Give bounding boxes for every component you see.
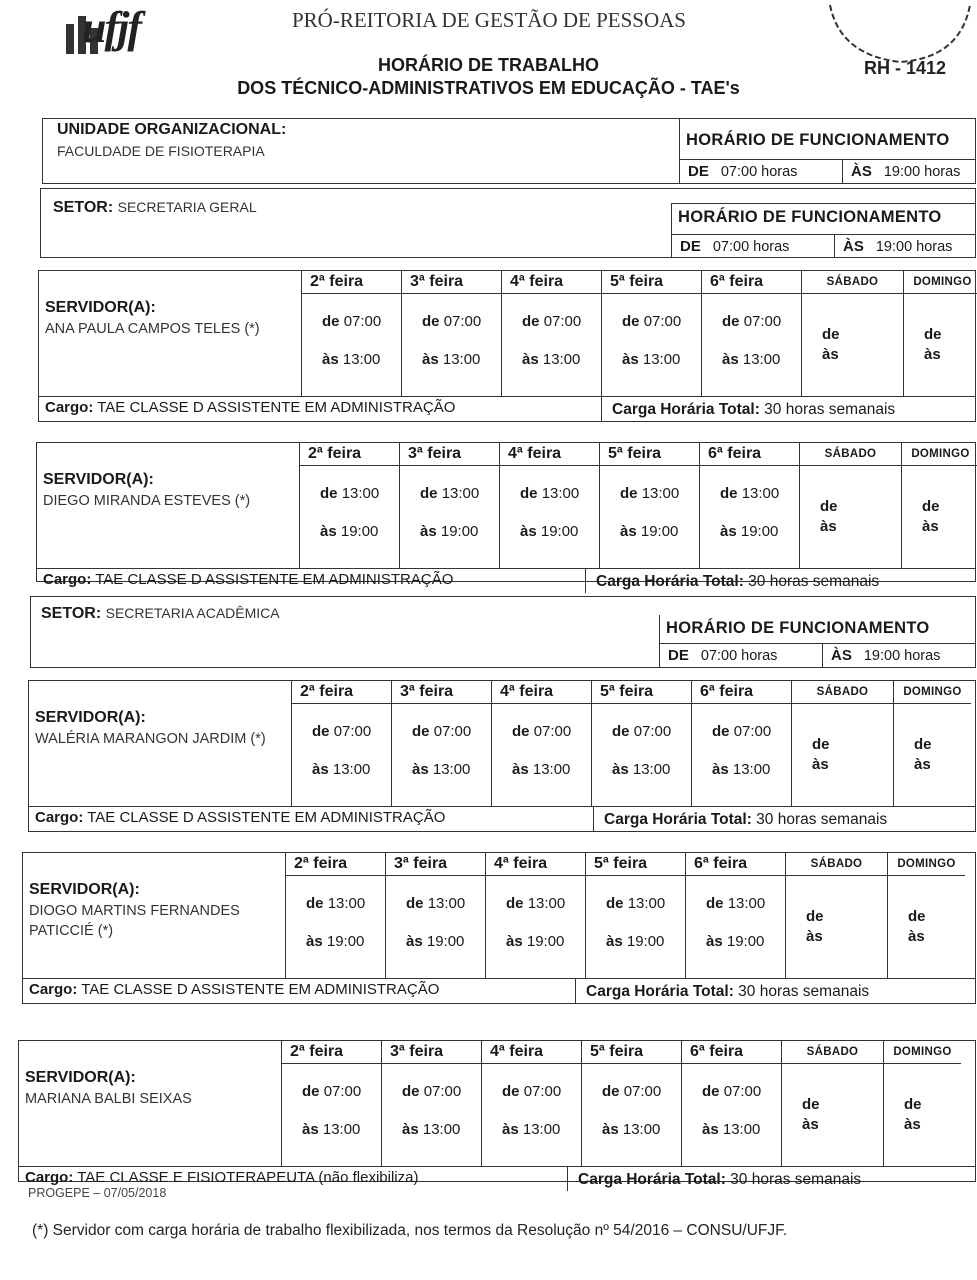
start-time: de 07:00 — [612, 723, 672, 740]
employee-block — [22, 852, 976, 1004]
sector-box-academica — [30, 596, 976, 668]
day-column — [382, 1041, 482, 1166]
day-header: 4ª feira — [482, 1041, 581, 1064]
day-column — [400, 443, 500, 568]
end-time: às 19:00 — [620, 523, 679, 540]
start-time: de 07:00 — [422, 313, 482, 330]
weekend-de: de — [806, 908, 824, 925]
end-time: às 13:00 — [712, 761, 771, 778]
day-column — [392, 681, 492, 806]
weekend-de: de — [820, 498, 838, 515]
day-header: SÁBADO — [786, 853, 887, 876]
day-header: SÁBADO — [802, 271, 903, 294]
logo-text: ufjf — [82, 3, 140, 52]
servidor-label: SERVIDOR(A): — [35, 709, 146, 726]
employee-block — [28, 680, 976, 832]
day-column — [300, 443, 400, 568]
unit-de-label: DE — [688, 163, 709, 180]
day-column — [904, 271, 977, 396]
weekend-as: às — [820, 518, 837, 535]
day-column — [702, 271, 802, 396]
carga-horaria: Carga Horária Total: 30 horas semanais — [585, 569, 879, 593]
weekend-as: às — [802, 1116, 819, 1133]
day-header: SÁBADO — [792, 681, 893, 704]
start-time: de 07:00 — [622, 313, 682, 330]
ufjf-logo — [60, 2, 160, 58]
day-column — [282, 1041, 382, 1166]
end-time: às 13:00 — [602, 1121, 661, 1138]
day-column — [700, 443, 800, 568]
start-time: de 13:00 — [420, 485, 480, 502]
start-time: de 13:00 — [506, 895, 566, 912]
day-column — [692, 681, 792, 806]
weekend-as: às — [924, 346, 941, 363]
day-column — [502, 271, 602, 396]
day-header: SÁBADO — [800, 443, 901, 466]
start-time: de 13:00 — [520, 485, 580, 502]
day-header: 6ª feira — [686, 853, 785, 876]
schedule-grid — [301, 271, 977, 396]
end-time: às 13:00 — [702, 1121, 761, 1138]
day-column — [302, 271, 402, 396]
day-header: 5ª feira — [586, 853, 685, 876]
start-time: de 13:00 — [406, 895, 466, 912]
end-time: às 19:00 — [606, 933, 665, 950]
sector-value: SECRETARIA ACADÊMICA — [105, 605, 280, 621]
end-time: às 13:00 — [502, 1121, 561, 1138]
day-column — [682, 1041, 782, 1166]
day-column — [902, 443, 977, 568]
unit-as-label: ÀS — [851, 163, 872, 180]
weekend-as: às — [914, 756, 931, 773]
day-column — [792, 681, 894, 806]
day-header: DOMINGO — [884, 1041, 961, 1064]
day-column — [600, 443, 700, 568]
start-time: de 07:00 — [412, 723, 472, 740]
weekend-as: às — [822, 346, 839, 363]
employee-footer — [23, 978, 975, 1003]
day-column — [386, 853, 486, 978]
cargo: Cargo: TAE CLASSE D ASSISTENTE EM ADMINISTRAÇÃO — [43, 571, 454, 588]
start-time: de 07:00 — [722, 313, 782, 330]
day-column — [582, 1041, 682, 1166]
day-column — [402, 271, 502, 396]
unit-func-title: HORÁRIO DE FUNCIONAMENTO — [686, 131, 950, 149]
start-time: de 13:00 — [320, 485, 380, 502]
employee-info — [43, 471, 301, 511]
start-time: de 07:00 — [522, 313, 582, 330]
stamp-text: RH - 1412 — [864, 58, 947, 78]
sector1-de-label: DE — [680, 238, 701, 255]
sector1-as-label: ÀS — [843, 238, 864, 255]
page-subtitle: DOS TÉCNICO-ADMINISTRATIVOS EM EDUCAÇÃO - TAE's — [237, 78, 740, 98]
day-header: 6ª feira — [692, 681, 791, 704]
start-time: de 07:00 — [502, 1083, 562, 1100]
sector-value: SECRETARIA GERAL — [117, 199, 257, 215]
start-time: de 13:00 — [720, 485, 780, 502]
day-header: 2ª feira — [286, 853, 385, 876]
day-header: 2ª feira — [300, 443, 399, 466]
stamp — [820, 0, 977, 80]
carga-horaria: Carga Horária Total: 30 horas semanais — [575, 979, 869, 1003]
day-column — [888, 853, 965, 978]
employee-name: MARIANA BALBI SEIXAS — [25, 1091, 192, 1107]
start-time: de 07:00 — [702, 1083, 762, 1100]
end-time: às 13:00 — [622, 351, 681, 368]
sector2-func-block — [659, 615, 976, 667]
servidor-label: SERVIDOR(A): — [29, 881, 140, 898]
weekend-as: às — [922, 518, 939, 535]
employee-footer — [37, 568, 975, 593]
end-time: às 13:00 — [522, 351, 581, 368]
start-time: de 07:00 — [302, 1083, 362, 1100]
weekend-de: de — [922, 498, 940, 515]
schedule-grid — [291, 681, 971, 806]
day-header: 3ª feira — [382, 1041, 481, 1064]
day-column — [686, 853, 786, 978]
end-time: às 19:00 — [720, 523, 779, 540]
end-time: às 13:00 — [612, 761, 671, 778]
day-column — [802, 271, 904, 396]
end-time: às 13:00 — [312, 761, 371, 778]
day-header: 4ª feira — [500, 443, 599, 466]
end-time: às 19:00 — [306, 933, 365, 950]
day-header: DOMINGO — [904, 271, 977, 294]
cargo: Cargo: TAE CLASSE D ASSISTENTE EM ADMINISTRAÇÃO — [29, 981, 440, 998]
unit-label: UNIDADE ORGANIZACIONAL: — [57, 121, 287, 138]
unit-box — [42, 118, 976, 184]
weekend-as: às — [904, 1116, 921, 1133]
start-time: de 13:00 — [706, 895, 766, 912]
end-time: às 19:00 — [506, 933, 565, 950]
sector2-as-label: ÀS — [831, 647, 852, 664]
day-column — [592, 681, 692, 806]
employee-name: DIOGO MARTINS FERNANDES PATICCIÉ (*) — [29, 903, 240, 939]
sector2-de-label: DE — [668, 647, 689, 664]
day-column — [786, 853, 888, 978]
employee-info — [25, 1069, 283, 1109]
end-time: às 19:00 — [706, 933, 765, 950]
cargo: Cargo: TAE CLASSE E FISIOTERAPEUTA (não flexibiliza) — [25, 1169, 419, 1186]
start-time: de 07:00 — [602, 1083, 662, 1100]
day-header: 2ª feira — [302, 271, 401, 294]
cargo: Cargo: TAE CLASSE D ASSISTENTE EM ADMINISTRAÇÃO — [35, 809, 446, 826]
day-header: 4ª feira — [486, 853, 585, 876]
end-time: às 13:00 — [412, 761, 471, 778]
employee-info — [45, 299, 303, 339]
weekend-de: de — [812, 736, 830, 753]
day-header: 5ª feira — [582, 1041, 681, 1064]
sector1-func-block — [671, 203, 976, 258]
day-column — [286, 853, 386, 978]
day-header: DOMINGO — [894, 681, 971, 704]
day-header: 3ª feira — [392, 681, 491, 704]
servidor-label: SERVIDOR(A): — [25, 1069, 136, 1086]
servidor-label: SERVIDOR(A): — [43, 471, 154, 488]
sector1-de-value: 07:00 horas — [712, 239, 790, 255]
day-column — [884, 1041, 961, 1166]
employee-block — [38, 270, 976, 422]
sector-box-geral — [40, 188, 976, 258]
sector-label: SETOR: — [41, 605, 102, 622]
day-header: 6ª feira — [702, 271, 801, 294]
unit-as-value: 19:00 horas — [883, 164, 961, 180]
carga-horaria: Carga Horária Total: 30 horas semanais — [593, 807, 887, 831]
employee-block — [36, 442, 976, 590]
employee-footer — [39, 396, 975, 421]
employee-block — [18, 1040, 976, 1188]
end-time: às 13:00 — [322, 351, 381, 368]
servidor-label: SERVIDOR(A): — [45, 299, 156, 316]
sector1-as-value: 19:00 horas — [875, 239, 953, 255]
start-time: de 13:00 — [306, 895, 366, 912]
weekend-de: de — [924, 326, 942, 343]
sector-label: SETOR: — [53, 199, 114, 216]
day-column — [292, 681, 392, 806]
day-header: 5ª feira — [592, 681, 691, 704]
carga-horaria: Carga Horária Total: 30 horas semanais — [567, 1167, 861, 1191]
day-header: 4ª feira — [502, 271, 601, 294]
day-header: 3ª feira — [400, 443, 499, 466]
unit-func-block — [679, 119, 976, 183]
carga-horaria: Carga Horária Total: 30 horas semanais — [601, 397, 895, 421]
day-header: 5ª feira — [602, 271, 701, 294]
schedule-grid — [299, 443, 977, 568]
end-time: às 13:00 — [722, 351, 781, 368]
day-header: 2ª feira — [292, 681, 391, 704]
start-time: de 13:00 — [620, 485, 680, 502]
start-time: de 13:00 — [606, 895, 666, 912]
schedule-grid — [281, 1041, 961, 1166]
day-header: 2ª feira — [282, 1041, 381, 1064]
day-column — [482, 1041, 582, 1166]
end-time: às 19:00 — [420, 523, 479, 540]
weekend-de: de — [914, 736, 932, 753]
day-column — [602, 271, 702, 396]
employee-name: DIEGO MIRANDA ESTEVES (*) — [43, 493, 251, 509]
employee-name: ANA PAULA CAMPOS TELES (*) — [45, 321, 260, 337]
employee-info — [35, 709, 293, 749]
sector1-func-title: HORÁRIO DE FUNCIONAMENTO — [678, 208, 942, 226]
day-column — [500, 443, 600, 568]
day-header: DOMINGO — [888, 853, 965, 876]
end-time: às 13:00 — [422, 351, 481, 368]
day-column — [782, 1041, 884, 1166]
day-column — [800, 443, 902, 568]
day-column — [492, 681, 592, 806]
cargo: Cargo: TAE CLASSE D ASSISTENTE EM ADMINISTRAÇÃO — [45, 399, 456, 416]
sector2-as-value: 19:00 horas — [863, 648, 941, 664]
end-time: às 19:00 — [520, 523, 579, 540]
schedule-grid — [285, 853, 965, 978]
day-header: 3ª feira — [386, 853, 485, 876]
sector2-func-title: HORÁRIO DE FUNCIONAMENTO — [666, 619, 930, 637]
day-header: 5ª feira — [600, 443, 699, 466]
end-time: às 19:00 — [320, 523, 379, 540]
start-time: de 07:00 — [312, 723, 372, 740]
weekend-as: às — [806, 928, 823, 945]
weekend-as: às — [908, 928, 925, 945]
day-column — [486, 853, 586, 978]
header-top: PRÓ-REITORIA DE GESTÃO DE PESSOAS — [292, 8, 686, 32]
end-time: às 19:00 — [406, 933, 465, 950]
day-header: DOMINGO — [902, 443, 977, 466]
day-header: 6ª feira — [682, 1041, 781, 1064]
weekend-de: de — [908, 908, 926, 925]
footnote: (*) Servidor com carga horária de trabalho flexibilizada, nos termos da Resolução nº 54/2016 – CONSU/UFJF. — [32, 1222, 788, 1239]
start-time: de 07:00 — [322, 313, 382, 330]
sector2-de-value: 07:00 horas — [700, 648, 778, 664]
end-time: às 13:00 — [512, 761, 571, 778]
day-header: 4ª feira — [492, 681, 591, 704]
day-column — [894, 681, 971, 806]
weekend-as: às — [812, 756, 829, 773]
day-column — [586, 853, 686, 978]
employee-info — [29, 881, 287, 941]
start-time: de 07:00 — [402, 1083, 462, 1100]
unit-de-value: 07:00 horas — [720, 164, 798, 180]
weekend-de: de — [822, 326, 840, 343]
day-header: SÁBADO — [782, 1041, 883, 1064]
weekend-de: de — [904, 1096, 922, 1113]
end-time: às 13:00 — [302, 1121, 361, 1138]
page-title: HORÁRIO DE TRABALHO — [378, 55, 599, 75]
unit-value: FACULDADE DE FISIOTERAPIA — [57, 143, 265, 159]
progepe-date: PROGEPE – 07/05/2018 — [28, 1186, 167, 1200]
end-time: às 13:00 — [402, 1121, 461, 1138]
weekend-de: de — [802, 1096, 820, 1113]
start-time: de 07:00 — [712, 723, 772, 740]
employee-footer — [29, 806, 975, 831]
employee-name: WALÉRIA MARANGON JARDIM (*) — [35, 731, 266, 747]
day-header: 3ª feira — [402, 271, 501, 294]
start-time: de 07:00 — [512, 723, 572, 740]
day-header: 6ª feira — [700, 443, 799, 466]
